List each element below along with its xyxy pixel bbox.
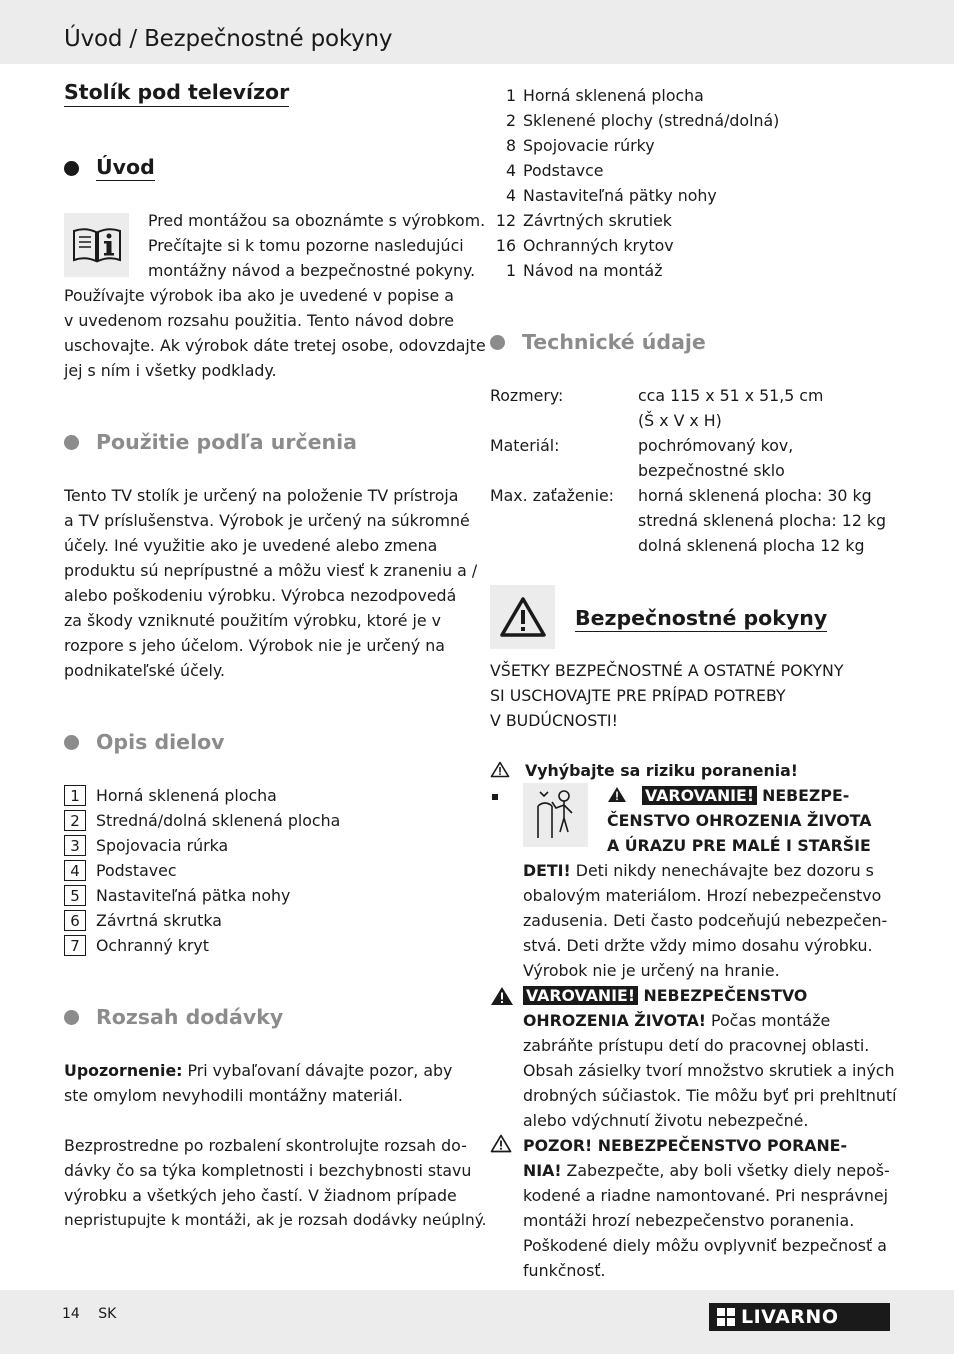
list-item: 8 Spojovacie rúrky [505, 136, 655, 155]
livarno-logo: LIVARNO [709, 1303, 890, 1331]
page-header-title: Úvod / Bezpečnostné pokyny [64, 26, 393, 52]
list-item: 12 Závrtných skrutiek [495, 211, 672, 230]
warning-1-text: DETI! Deti nikdy nenechávajte bez dozoru s obalovým materiálom. Hrozí nebezpečenstvo zadusenia. Deti často podceňujú nebezpečen- stvá. Deti držte vždy mimo dosahu výrobku. Výrobok nie je určený na hranie. [523, 861, 888, 980]
avoid-injury-line: Vyhýbajte sa riziku poranenia! [490, 758, 798, 783]
delivery-check-text: Bezprostredne po rozbalení skontrolujte rozsah do- dávky čo sa týka kompletnosti i bezchybnosti stavu výrobku a všetkých jeho častí. V žiadnom prípade nepristupujte k montáži, ak je rozsah dodávky neúplný. [64, 1136, 487, 1229]
intended-use-text: Tento TV stolík je určený na položenie TV prístroja a TV príslušenstva. Výrobok je určený na súkromné účely. Iné využitie ako je uvedené alebo zmena produktu sú neprípustné a môžu viesť k zraneniu a / alebo poškodeniu výrobku. Výrobca nezodpovedá za škody vzniknuté použitím výrobku, ktoré je v rozpore s jeho účelom. Výrobok nie je určený na podnikateľské účely. [64, 486, 478, 680]
tech-specs-table [490, 383, 898, 558]
page-number: 14 SK [62, 1306, 117, 1322]
list-item: 7 Ochranný kryt [64, 933, 340, 958]
warning-filled-icon [490, 986, 514, 1010]
warning-1-heading: VAROVANIE! NEBEZPE- ČENSTVO OHROZENIA ŽIVOTA A ÚRAZU PRE MALÉ I STARŠIE [607, 786, 872, 855]
section-heading-delivery: Rozsah dodávky [64, 1005, 283, 1029]
delivery-note: Upozornenie: Pri vybaľovaní dávajte pozor, aby ste omylom nevyhodili montážny materiál. [64, 1061, 453, 1105]
section-heading-intro: Úvod [64, 155, 155, 181]
bullet-dot-icon [64, 435, 79, 450]
warning-2-text: VAROVANIE! NEBEZPEČENSTVO OHROZENIA ŽIVOTA! Počas montáže zabráňte prístupu detí do pracovnej oblasti. Obsah zásielky tvorí množstvo skrutiek a iných drobných súčiastok. Tie môžu byť pri prehltnutí alebo vdýchnutí životu nebezpečné. [523, 986, 897, 1130]
list-item: 2 Sklenené plochy (stredná/dolná) [505, 111, 780, 130]
delivery-list [490, 83, 779, 283]
table-row: Materiál: pochrómovaný kov, bezpečnostné sklo [490, 436, 794, 480]
warning-small-icon [490, 1134, 512, 1157]
list-item: 1 Horná sklenená plocha [64, 783, 340, 808]
warning-triangle-icon [490, 585, 555, 649]
list-item: 4 Nastaviteľná pätky nohy [505, 186, 717, 205]
warning-small-icon [490, 761, 510, 778]
bullet-dot-icon [490, 335, 505, 350]
safety-heading: Bezpečnostné pokyny [575, 606, 828, 630]
list-item: 3 Spojovacia rúrka [64, 833, 340, 858]
list-item: 5 Nastaviteľná pätka nohy [64, 883, 340, 908]
list-item: 4 Podstavec [64, 858, 340, 883]
section-heading-tech: Technické údaje [490, 330, 706, 354]
list-item: 6 Závrtná skrutka [64, 908, 340, 933]
list-item: 1 Horná sklenená plocha [505, 86, 704, 105]
document-title: Stolík pod televízor [64, 80, 289, 107]
info-book-icon [64, 213, 129, 277]
bullet-dot-icon [64, 161, 79, 176]
table-row: Rozmery: cca 115 x 51 x 51,5 cm (Š x V x H) [490, 386, 824, 430]
warning-3-text: POZOR! NEBEZPEČENSTVO PORANE- NIA! Zabezpečte, aby boli všetky diely nepoš- kodené a riadne namontované. Pri nesprávnej montáži hrozí nebezpečenstvo poranenia. Poškodené diely môžu ovplyvniť bezpečnosť a funkčnosť. [523, 1136, 890, 1280]
section-heading-intended-use: Použitie podľa určenia [64, 430, 357, 454]
logo-squares-icon [717, 1308, 735, 1326]
parts-list [64, 783, 340, 958]
child-warning-icon [523, 783, 588, 847]
square-bullet-icon [492, 794, 498, 800]
list-item: 1 Návod na montáž [505, 261, 663, 280]
list-item: 2 Stredná/dolná sklenená plocha [64, 808, 340, 833]
table-row: Max. zaťaženie: horná sklenená plocha: 30 kg stredná sklenená plocha: 12 kg dolná sklenená plocha 12 kg [490, 486, 887, 555]
list-item: 16 Ochranných krytov [495, 236, 674, 255]
bullet-dot-icon [64, 735, 79, 750]
intro-text-block-2: Používajte výrobok iba ako je uvedené v popise a v uvedenom rozsahu použitia. Tento návod dobre uschovajte. Ak výrobok dáte tretej osobe, odovzdajte jej s ním i všetky podklady. [64, 286, 486, 380]
list-item: 4 Podstavce [505, 161, 604, 180]
section-heading-parts: Opis dielov [64, 730, 225, 754]
warning-filled-icon [607, 786, 627, 803]
bullet-dot-icon [64, 1010, 79, 1025]
safety-keep-notice: VŠETKY BEZPEČNOSTNÉ A OSTATNÉ POKYNY SI USCHOVAJTE PRE PRÍPAD POTREBY V BUDÚCNOSTI! [490, 661, 844, 730]
intro-text-block-1: Pred montážou sa oboznámte s výrobkom. Prečítajte si k tomu pozorne nasledujúci montážny návod a bezpečnostné pokyny. [148, 211, 486, 280]
